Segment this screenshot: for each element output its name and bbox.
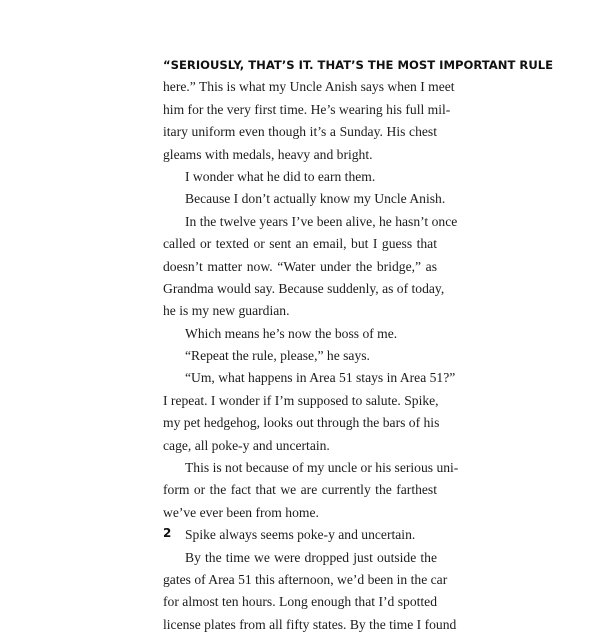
text-line: cage, all poke-y and uncertain. bbox=[163, 437, 330, 453]
text-line: called or texted or sent an email, but I guess that bbox=[163, 236, 437, 252]
text-line: my pet hedgehog, looks out through the bars of his bbox=[163, 415, 440, 431]
text-line: Spike always seems poke-y and uncertain. bbox=[185, 527, 416, 543]
text-line: form or the fact that we are currently the farthest bbox=[163, 482, 437, 498]
text-line: we’ve ever been from home. bbox=[163, 504, 319, 520]
body-text bbox=[163, 54, 554, 636]
text-line: gleams with medals, heavy and bright. bbox=[163, 146, 373, 162]
text-line: Because I don’t actually know my Uncle Anish. bbox=[185, 191, 446, 207]
page-number: 2 bbox=[163, 526, 172, 540]
text-line: him for the very first time. He’s wearing his full mil- bbox=[163, 101, 451, 117]
text-line: “Um, what happens in Area 51 stays in Area 51?” bbox=[185, 370, 456, 386]
text-line: I wonder what he did to earn them. bbox=[185, 168, 376, 184]
text-line: itary uniform even though it’s a Sunday. His chest bbox=[163, 124, 437, 140]
text-line: “Repeat the rule, please,” he says. bbox=[185, 348, 370, 364]
text-line: here.” This is what my Uncle Anish says when I meet bbox=[163, 79, 455, 95]
text-line: I repeat. I wonder if I’m supposed to salute. Spike, bbox=[163, 392, 439, 408]
text-line: license plates from all fifty states. By the time I found bbox=[163, 616, 457, 632]
text-line: By the time we were dropped just outside the bbox=[185, 549, 437, 565]
text-line: In the twelve years I’ve been alive, he hasn’t once bbox=[185, 213, 458, 229]
opening-line: “SERIOUSLY, THAT’S IT. THAT’S THE MOST IMPORTANT RULE bbox=[163, 58, 554, 72]
text-line: for almost ten hours. Long enough that I’d spotted bbox=[163, 594, 437, 610]
text-line: Which means he’s now the boss of me. bbox=[185, 325, 398, 341]
text-line: Grandma would say. Because suddenly, as of today, bbox=[163, 280, 445, 296]
text-line: gates of Area 51 this afternoon, we’d been in the car bbox=[163, 571, 448, 587]
text-line: he is my new guardian. bbox=[163, 303, 290, 319]
text-line: This is not because of my uncle or his serious uni- bbox=[185, 460, 459, 476]
text-line: doesn’t matter now. “Water under the bridge,” as bbox=[163, 258, 437, 274]
